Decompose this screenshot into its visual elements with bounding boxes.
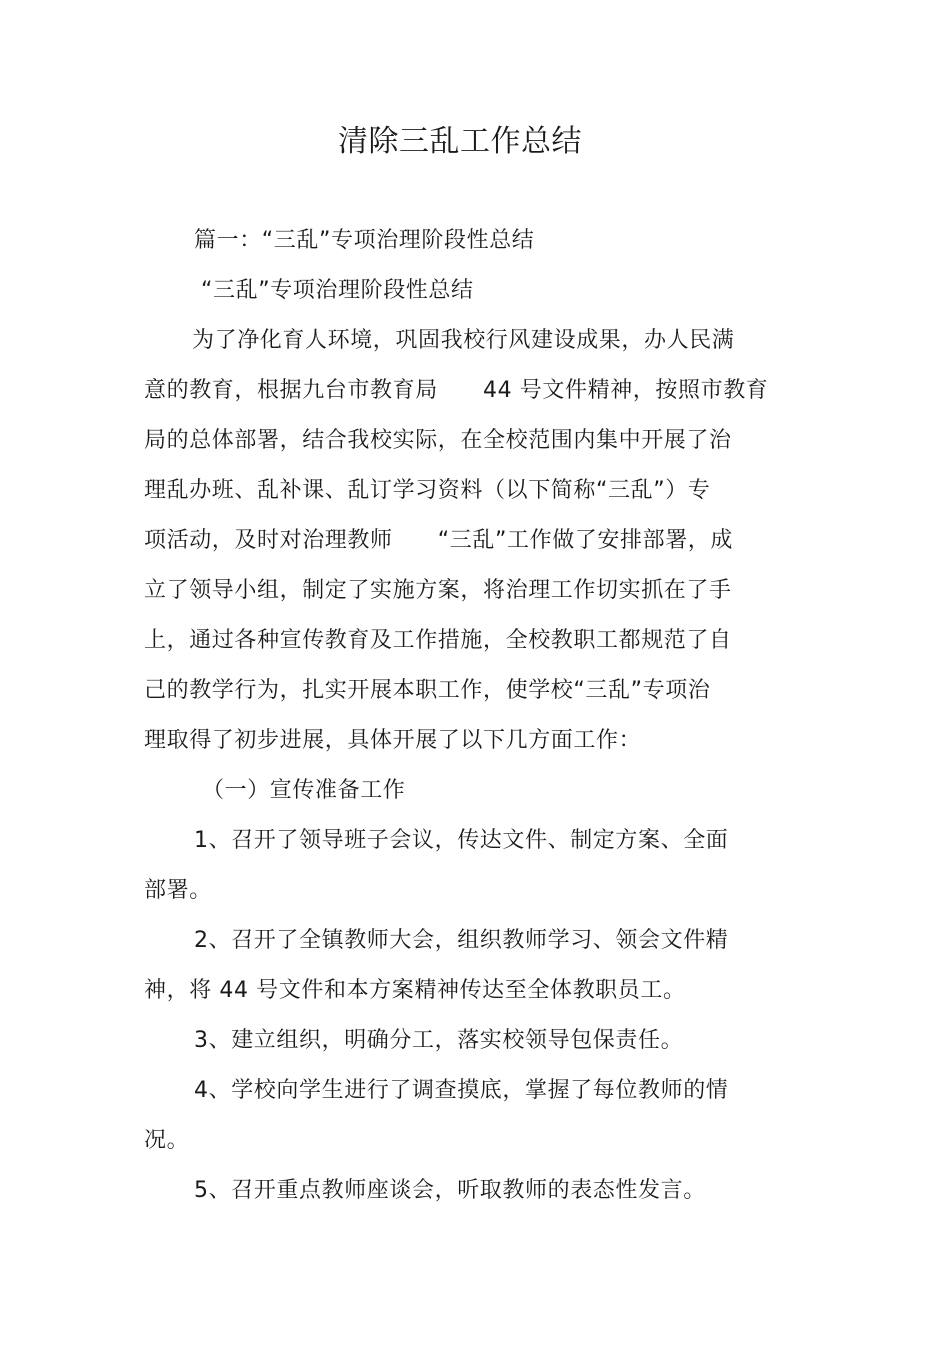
list-item: 5、召开重点教师座谈会，听取教师的表态性发言。 <box>194 1178 706 1203</box>
paragraph-line: 为了净化育人环境，巩固我校行风建设成果，办人民满 <box>192 328 735 353</box>
paragraph-line: 理乱办班、乱补课、乱订学习资料（以下简称“三乱”）专 <box>144 478 711 503</box>
paragraph-line: 理取得了初步进展，具体开展了以下几方面工作： <box>144 728 642 753</box>
list-item: 3、建立组织，明确分工，落实校领导包保责任。 <box>194 1028 684 1053</box>
list-item: 2、召开了全镇教师大会，组织教师学习、领会文件精 <box>194 928 729 953</box>
section-heading: 篇一：“三乱”专项治理阶段性总结 <box>194 228 535 253</box>
list-item-continuation: 神，将 44 号文件和本方案精神传达至全体教职员工。 <box>144 978 686 1003</box>
list-item-continuation: 况。 <box>144 1128 190 1153</box>
document-title: 清除三乱工作总结 <box>338 124 582 159</box>
list-item: 1、召开了领导班子会议，传达文件、制定方案、全面 <box>194 828 729 853</box>
paragraph-line: 局的总体部署，结合我校实际，在全校范围内集中开展了治 <box>144 428 732 453</box>
paragraph-line: 己的教学行为，扎实开展本职工作，使学校“三乱”专项治 <box>144 678 711 703</box>
paragraph-line: 立了领导小组，制定了实施方案，将治理工作切实抓在了手 <box>144 578 732 603</box>
list-item: 4、学校向学生进行了调查摸底，掌握了每位教师的情 <box>194 1078 729 1103</box>
paragraph-line: 上，通过各种宣传教育及工作措施，全校教职工都规范了自 <box>144 628 732 653</box>
paragraph-line: 意的教育，根据九台市教育局 44 号文件精神，按照市教育 <box>144 378 769 403</box>
subtitle: “三乱”专项治理阶段性总结 <box>201 278 474 303</box>
paragraph-line: 项活动，及时对治理教师 “三乱”工作做了安排部署，成 <box>144 528 733 553</box>
subsection-heading: （一）宣传准备工作 <box>202 778 406 803</box>
list-item-continuation: 部署。 <box>144 878 212 903</box>
